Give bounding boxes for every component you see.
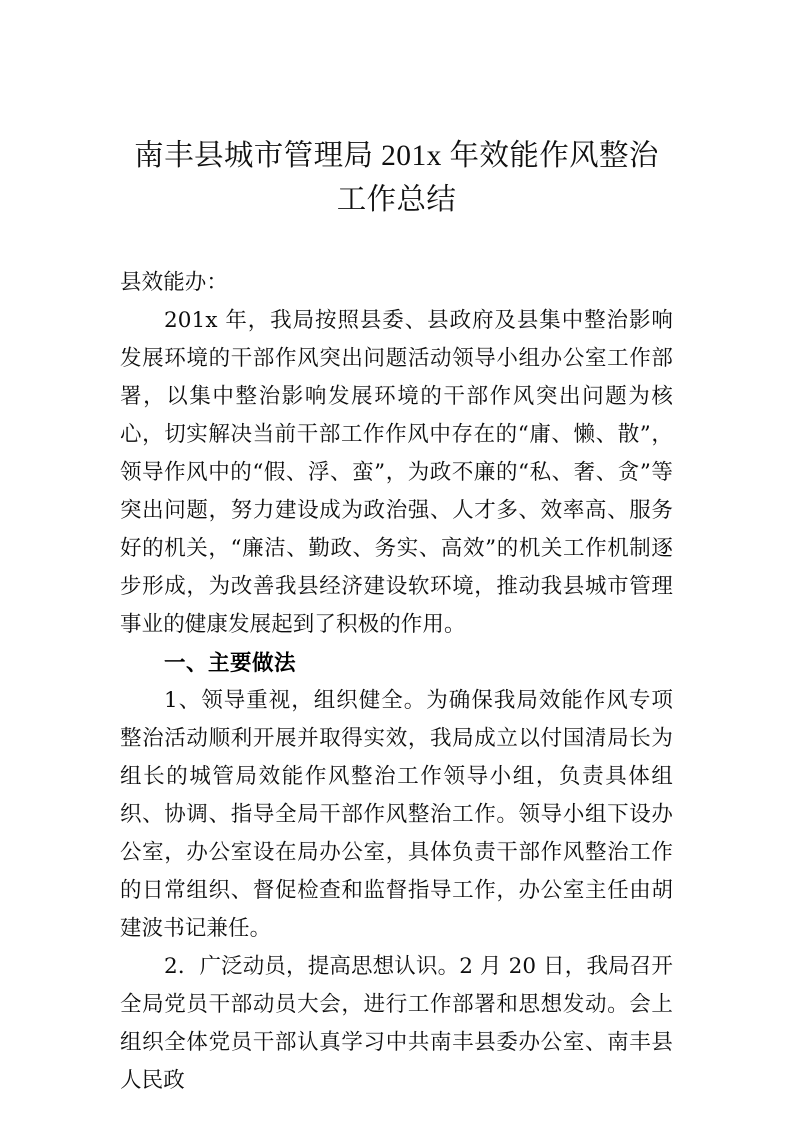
list-item-1: 1、领导重视，组织健全。为确保我局效能作风专项整治活动顺利开展并取得实效，我局成立以付国清局长为组长的城管局效能作风整治工作领导小组，负责具体组织、协调、指导全局干部作风整治工作。领导小组下设办公室，办公室设在局办公室，具体负责干部作风整治工作的日常组织、督促检查和监督指导工作，办公室主任由胡建波书记兼任。 <box>120 688 673 941</box>
title-body-spacer <box>120 222 673 264</box>
document-content <box>120 0 673 1100</box>
section-heading-main-practices: 一、主要做法 <box>164 651 297 675</box>
salutation: 县效能办： <box>120 270 229 295</box>
list-item-2: 2．广泛动员，提高思想认识。2 月 20 日，我局召开全局党员干部动员大会，进行工作部署和思想发动。会上组织全体党员干部认真学习中共南丰县委办公室、南丰县人民政 <box>120 954 673 1093</box>
page-title: 南丰县城市管理局 201x 年效能作风整治工作总结 <box>134 140 659 216</box>
paragraph-intro: 201x 年，我局按照县委、县政府及县集中整治影响发展环境的干部作风突出问题活动领导小组办公室工作部署，以集中整治影响发展环境的干部作风突出问题为核心，切实解决当前干部工作作风中存在的“庸、懒、散”，领导作风中的“假、浮、蛮”，为政不廉的“私、奢、贪”等突出问题，努力建设成为政治强、人才多、效率高、服务好的机关，“廉洁、勤政、务实、高效”的机关工作机制逐步形成，为改善我县经济建设软环境，推动我县城市管理事业的健康发展起到了积极的作用。 <box>120 308 673 637</box>
